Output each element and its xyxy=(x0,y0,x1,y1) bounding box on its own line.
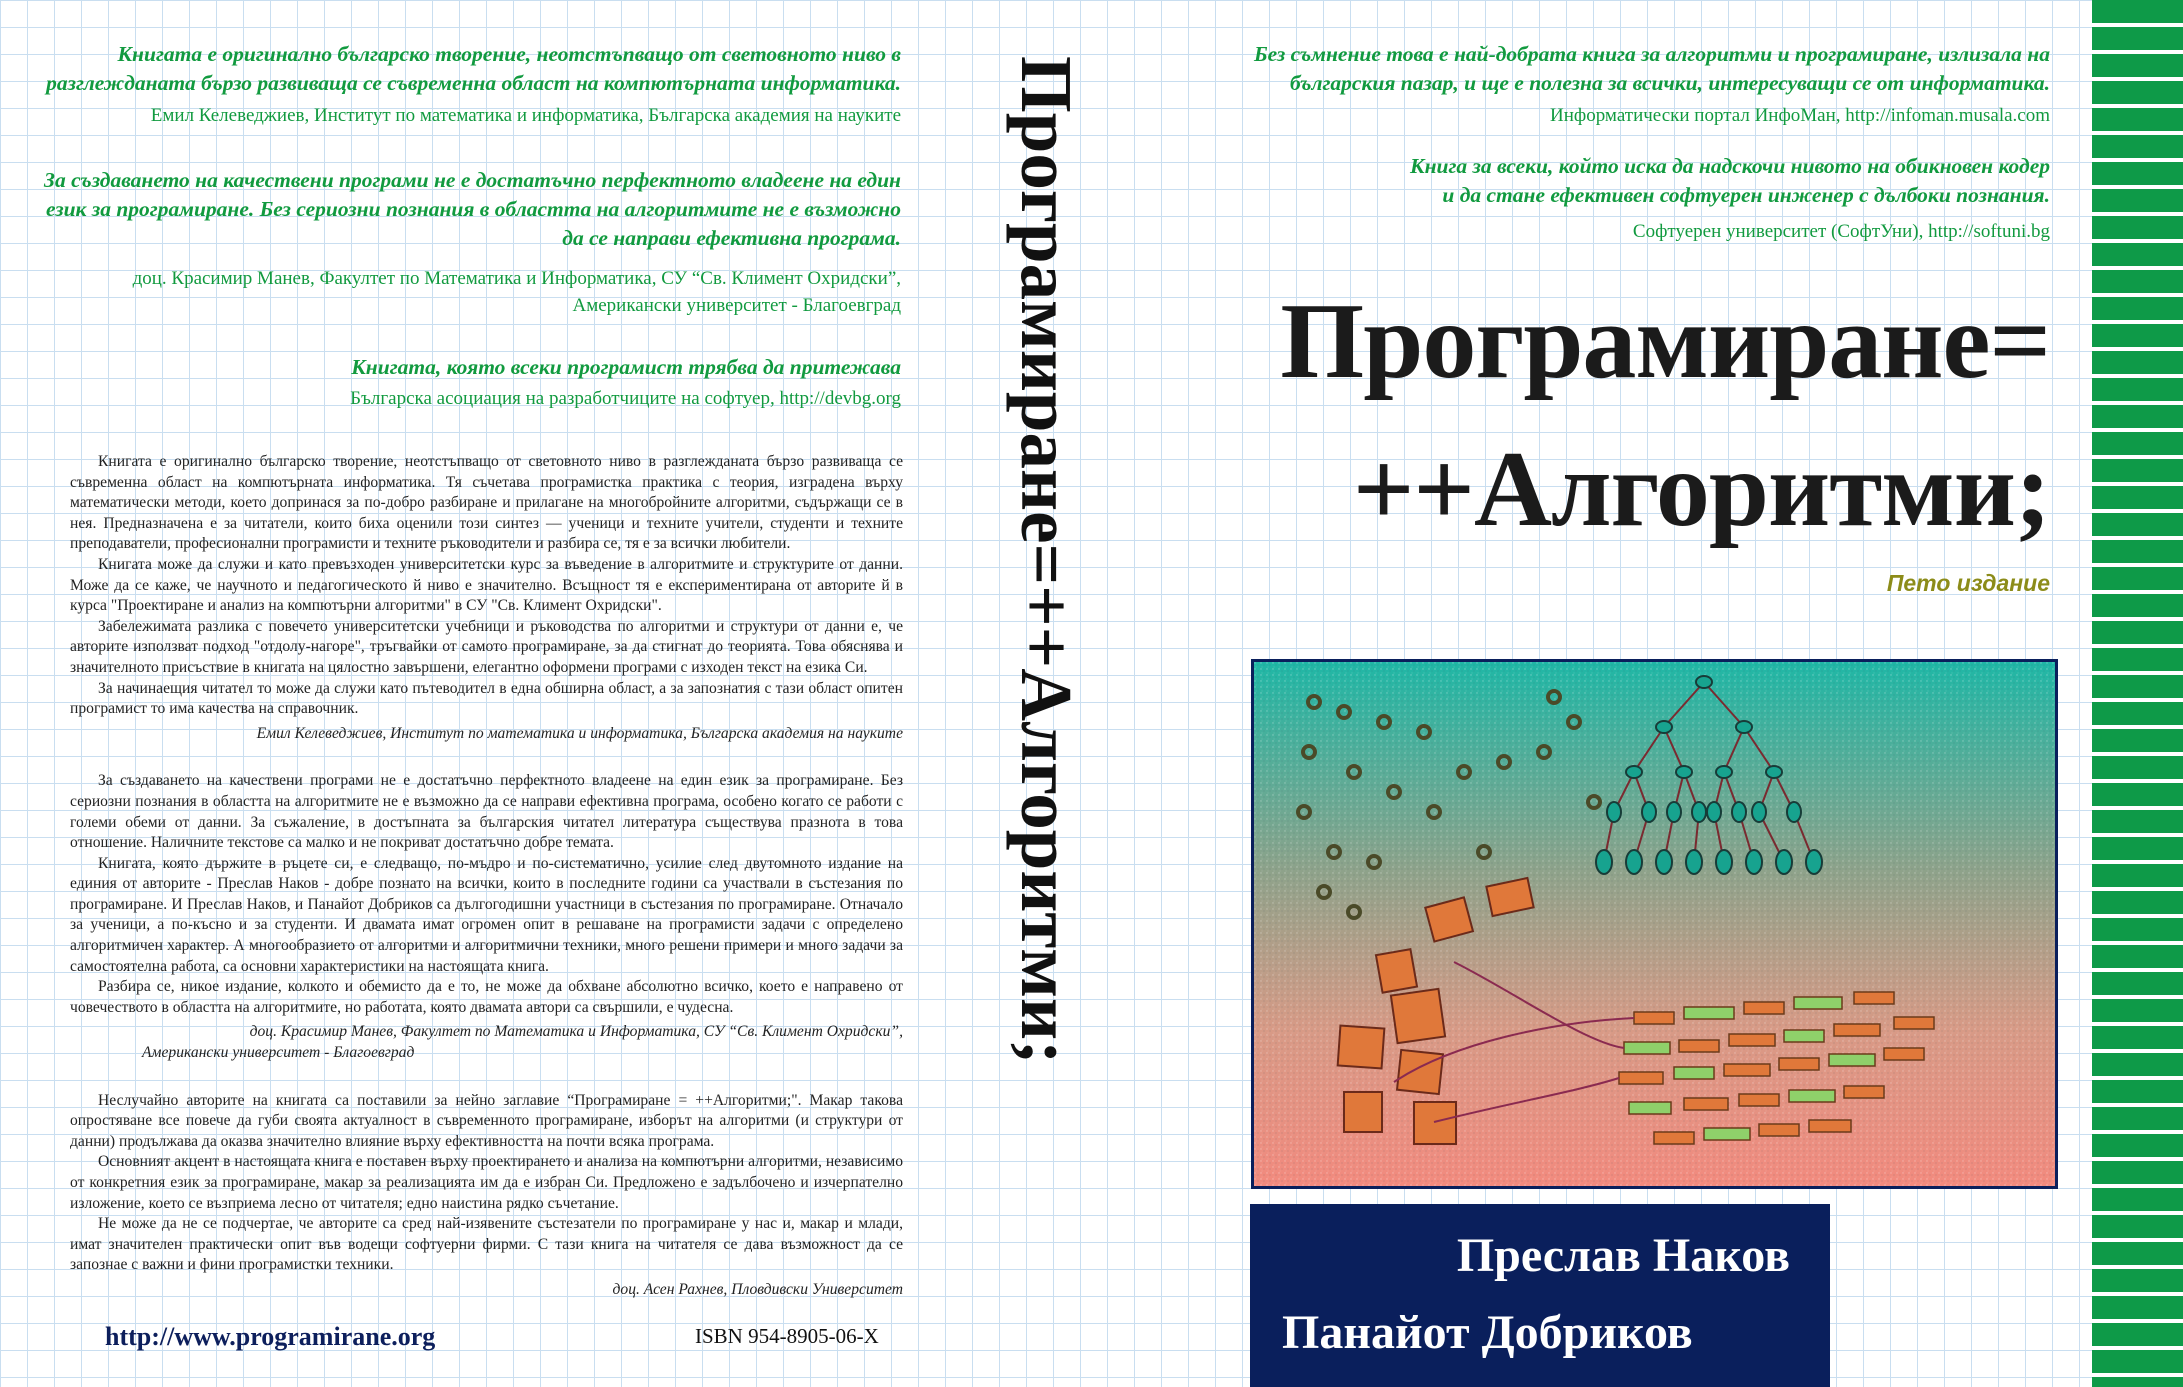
body-signature: Емил Келеведжиев, Институт по математика и информатика, Българска академия на науките xyxy=(256,724,903,742)
back-quote-3-text: Книгата, която всеки програмист трябва да притежава xyxy=(351,355,901,379)
back-quote-3-attribution: Българска асоциация на разработчиците на софтуер, http://devbg.org xyxy=(350,388,901,409)
body-paragraph: Книгата, която държите в ръцете си, е следващо, по-мъдро и по-систематично, усилие след двутомното издание на единия от авторите - Преслав Наков - добре познато на всички, които в последните години са участвали в състезания по програмиране. И Преслав Наков, и Панайот Добриков са дългогодишни участници в състезания по програмиране. Отначало за ученици, а по-късно и за студенти. И двамата имат огромен опит в решаване на програмисти задачи с определено алгоритмичен характер. А многообразието от алгоритми и алгоритмични техники, много решени примери и много задачи за самостоятелна работа, са основни характеристики на настоящата книга. xyxy=(70,854,903,975)
back-quote-2-attribution: доц. Красимир Манев, Факултет по Математика и Информатика, СУ “Св. Климент Охридски”, Американски университет - Благоевград xyxy=(132,268,901,316)
green-striped-edge xyxy=(2092,0,2183,1387)
body-signature: доц. Асен Рахнев, Пловдивски Университет xyxy=(612,1280,903,1298)
body-signature: доц. Красимир Манев, Факултет по Математика и Информатика, СУ “Св. Климент Охридски”, xyxy=(249,1023,903,1041)
body-paragraph: Неслучайно авторите на книгата са поставили за нейно заглавие “Програмиране = ++Алгоритми;". Макар такова опростяване все повече да губи своята актуалност в съвременното програмиране, изборът на алгоритми (и структури от данни) продължава да оказва значително влияние върху ефективността на почти всяка програма. xyxy=(70,1091,903,1150)
body-paragraph: Основният акцент в настоящата книга е поставен върху проектирането и анализа на компютърни алгоритми, независимо от конкретния език за програмиране, макар за реализацията им да е избран Си. Предложено е задълбочено и изчерпателно изложение, което се възприема лесно от читателя; едно наистина рядко съчетание. xyxy=(70,1153,903,1212)
body-paragraph: Книгата може да служи и като превъзходен университетски курс за въведение в алгоритмите и структурите от данни. Може да се каже, че научното и педагогическото й ниво е значително. Всъщност тя е експериментирана от авторите й в курса "Проектиране и анализ на компютърни алгоритми" в СУ "Св. Климент Охридски". xyxy=(70,555,903,615)
front-quote-2-attribution: Софтуерен университет (СофтУни), http://softuni.bg xyxy=(1632,221,2050,242)
back-quote-1-text: Книгата е оригинално българско творение, неотстъпващо от световното ниво в разглежданата бързо развиваща се съвременна област на компютърната информатика. xyxy=(46,42,901,95)
website-url: http://www.programirane.org xyxy=(105,1322,436,1351)
edition-label: Пето издание xyxy=(1886,570,2050,596)
body-signature-cont: Американски университет - Благоевград xyxy=(142,1044,415,1062)
back-cover-body xyxy=(70,452,903,1301)
book-title-line-1: Програмиране= xyxy=(1280,282,2050,401)
body-paragraph: За начинаещия читател то може да служи като пътеводител в една обширна област, а за запознатия с тази област опитен програмист то има качества на справочник. xyxy=(70,679,903,718)
front-quote-1-attribution: Информатически портал ИнфоМан, http://infoman.musala.com xyxy=(1550,105,2050,126)
body-paragraph: За създаването на качествени програми не е достатъчно перфектното владеене на един език за програмиране. Без сериозни познания в областта на алгоритмите не е възможно да се направи ефективна програма, особено когато се работи с големи обеми от данни. За съжаление, в достъпната за българския читател литература съществува празнота в това отношение. Наличните текстове са малко и не покриват достатъчно добре темата. xyxy=(70,772,903,852)
front-quote-2-text: Книга за всеки, който иска да надскочи нивото на обикновен кодер и да стане ефективен софтуерен инженер с дълбоки познания. xyxy=(1409,154,2050,207)
author-name: Преслав Наков xyxy=(1456,1229,1790,1282)
author-box xyxy=(1250,1204,1830,1387)
front-quote-1-text: Без съмнение това е най-добрата книга за алгоритми и програмиране, излизала на българския пазар, и ще е полезна за всички, интересуващи се от информатика. xyxy=(1253,42,2050,95)
body-paragraph: Разбира се, никое издание, колкото и обемисто да е то, не може да обхване абсолютно всичко, което е направено от човечеството в областта на алгоритмите, но работата, която двамата автори са свършили, е чудесна. xyxy=(70,978,903,1016)
book-title-line-2: ++Алгоритми; xyxy=(1352,430,2050,549)
isbn: ISBN 954-8905-06-X xyxy=(695,1324,879,1348)
spine-title: Програмиране=++Алгоритми; xyxy=(1006,56,1087,1065)
body-paragraph: Забележимата разлика с повечето университетски учебници и ръководства по алгоритми и структури от данни е, че авторите използват подход "отдолу-нагоре", тръгвайки от самото програмиране, за да стигнат до теорията. Това обяснява и значителното присъствие в книгата на цялостно завършени, елегантно оформени програми с изходен текст на езика Си. xyxy=(70,617,903,676)
cover-illustration xyxy=(1251,659,2058,1189)
body-paragraph: Книгата е оригинално българско творение, неотстъпващо от световното ниво в разглежданата бързо развиваща се съвременна област на компютърната информатика. Тя съчетава програмистка практика с теория, изградена върху математически методи, което допринася за по-добро разбиране и прилагане на многобройните алгоритми, съдържащи се в нея. Предназначена е за читатели, които биха оценили този синтез — ученици и техните учители, студенти и техните преподаватели, професионални програмисти и техните ръководители и разбира се, тя е за всички любители. xyxy=(70,453,903,553)
author-name: Панайот Добриков xyxy=(1282,1306,1693,1359)
back-quote-2-text: За създаването на качествени програми не е достатъчно перфектното владеене на един език за програмиране. Без сериозни познания в областта на алгоритмите не е възможно да се направи ефективна програма. xyxy=(44,168,901,250)
back-quote-1-attribution: Емил Келеведжиев, Институт по математика и информатика, Българска академия на науките xyxy=(150,105,901,126)
body-paragraph: Не може да не се подчертае, че авторите са сред най-изявените състезатели по програмиране у нас и, макар и млади, имат значителен практически опит във водещи софтуерни фирми. С тази книга на читателя се дава възможност да се запознае с важни и фини програмистки техники. xyxy=(70,1215,903,1274)
